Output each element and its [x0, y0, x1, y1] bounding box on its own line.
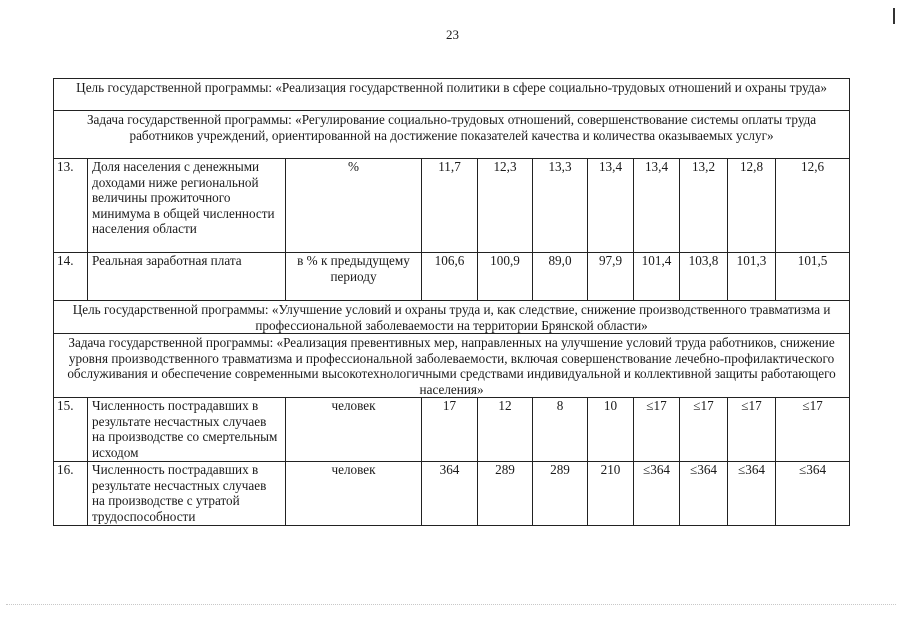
page-number: 23: [446, 27, 459, 42]
value-cell: 13,4: [634, 159, 680, 253]
task-row: [54, 334, 850, 398]
row-number: 14.: [54, 253, 88, 301]
row-number: 16.: [54, 462, 88, 526]
table-row: [54, 253, 850, 301]
value-cell: 289: [478, 462, 533, 526]
value-cell: 17: [422, 398, 478, 462]
value-cell: 11,7: [422, 159, 478, 253]
unit-cell: в % к предыдущему периоду: [286, 253, 422, 301]
indicator-name: Численность пострадавших в результате несчастных случаев на производстве со смертельным исходом: [88, 398, 286, 462]
value-cell: 101,4: [634, 253, 680, 301]
unit-cell: человек: [286, 462, 422, 526]
scan-artifact-line: [6, 604, 896, 605]
value-cell: 101,5: [776, 253, 850, 301]
table-row: [54, 159, 850, 253]
value-cell: 13,3: [533, 159, 588, 253]
indicator-name: Численность пострадавших в результате несчастных случаев на производстве с утратой трудоспособности: [88, 462, 286, 526]
value-cell: ≤364: [634, 462, 680, 526]
value-cell: ≤364: [728, 462, 776, 526]
value-cell: ≤17: [680, 398, 728, 462]
value-cell: ≤17: [776, 398, 850, 462]
indicator-name: Реальная заработная плата: [88, 253, 286, 301]
value-cell: ≤17: [634, 398, 680, 462]
goal-2-cell: Цель государственной программы: «Улучшение условий и охраны труда и, как следствие, снижение производственного травматизма и профессиональной заболеваемости на территории Брянской области»: [54, 301, 850, 334]
value-cell: 12,8: [728, 159, 776, 253]
unit-cell: человек: [286, 398, 422, 462]
value-cell: 8: [533, 398, 588, 462]
value-cell: 289: [533, 462, 588, 526]
indicator-name: Доля населения с денежными доходами ниже региональной величины прожиточного минимума в общей численности населения области: [88, 159, 286, 253]
value-cell: 101,3: [728, 253, 776, 301]
value-cell: 13,4: [588, 159, 634, 253]
value-cell: 12,6: [776, 159, 850, 253]
value-cell: 97,9: [588, 253, 634, 301]
row-number: 13.: [54, 159, 88, 253]
indicators-table: [53, 78, 850, 526]
value-cell: 364: [422, 462, 478, 526]
value-cell: 13,2: [680, 159, 728, 253]
scan-edge-mark: [893, 8, 895, 24]
value-cell: 10: [588, 398, 634, 462]
value-cell: 210: [588, 462, 634, 526]
value-cell: ≤364: [776, 462, 850, 526]
task-1-cell: Задача государственной программы: «Регулирование социально-трудовых отношений, совершенствование системы оплаты труда работников учреждений, ориентированной на достижение показателей качества и количества оказываемых услуг»: [54, 111, 850, 159]
value-cell: 100,9: [478, 253, 533, 301]
value-cell: ≤17: [728, 398, 776, 462]
table-row: [54, 398, 850, 462]
goal-1-cell: Цель государственной программы: «Реализация государственной политики в сфере социально-трудовых отношений и охраны труда»: [54, 79, 850, 111]
table-row: [54, 462, 850, 526]
value-cell: 12: [478, 398, 533, 462]
goal-row: [54, 79, 850, 111]
unit-cell: %: [286, 159, 422, 253]
row-number: 15.: [54, 398, 88, 462]
value-cell: 103,8: [680, 253, 728, 301]
value-cell: 89,0: [533, 253, 588, 301]
task-row: [54, 111, 850, 159]
task-2-cell: Задача государственной программы: «Реализация превентивных мер, направленных на улучшение условий труда работников, снижение уровня производственного травматизма и профессиональной заболеваемости, включая совершенствование лечебно-профилактического обслуживания и обеспечение современными высокотехнологичными средствами индивидуальной и коллективной защиты работающего населения»: [54, 334, 850, 398]
value-cell: 12,3: [478, 159, 533, 253]
goal-row: [54, 301, 850, 334]
value-cell: ≤364: [680, 462, 728, 526]
value-cell: 106,6: [422, 253, 478, 301]
